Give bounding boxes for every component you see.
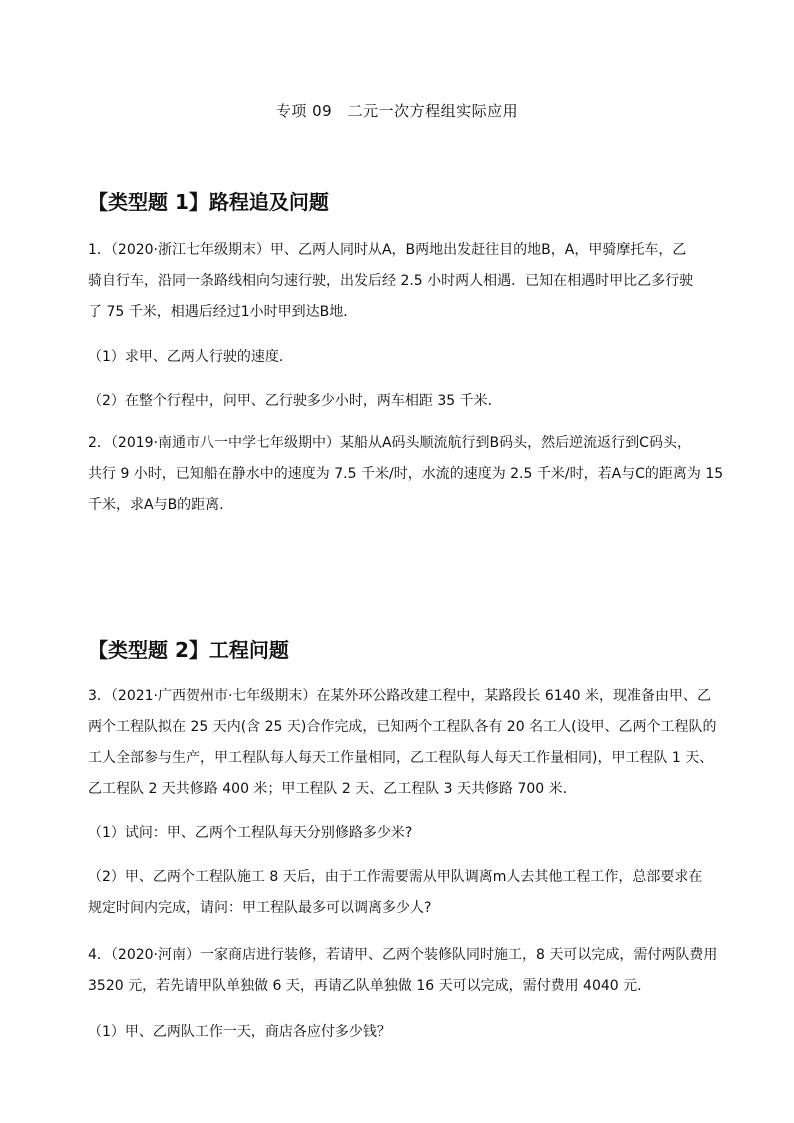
problem-3-line-2: 两个工程队拟在 25 天内(含 25 天)合作完成，已知两个工程队各有 20 名工人(设甲、乙两个工程队的: [88, 719, 717, 735]
problem-1-part-2-text: （2）在整个行程中，问甲、乙行驶多少小时，两车相距 35 千米．: [88, 393, 502, 409]
problem-2: [88, 428, 724, 521]
problem-3-line-3: 工人全部参与生产，甲工程队每人每天工作量相同，乙工程队每人每天工作量相同)，甲工程队 1 天、: [88, 750, 714, 766]
problem-1-line-2: 骑自行车，沿同一条路线相向匀速行驶，出发后经 2.5 小时两人相遇．已知在相遇时甲比乙多行驶: [88, 273, 694, 289]
problem-4-part-1: [88, 1017, 710, 1048]
problem-4-line-1: 4．（2020·河南）一家商店进行装修，若请甲、乙两个装修队同时施工，8 天可以完成，需付两队费用: [88, 947, 718, 963]
problem-3-part-2: [88, 862, 710, 924]
problem-3: [88, 681, 717, 805]
problem-3-part-2-line-2: 规定时间内完成，请问：甲工程队最多可以调离多少人?: [88, 900, 432, 916]
problem-2-line-3: 千米，求A与B的距离.: [88, 497, 224, 513]
problem-3-part-1-text: （1）试问：甲、乙两个工程队每天分别修路多少米?: [88, 825, 413, 841]
problem-3-line-4: 乙工程队 2 天共修路 400 米；甲工程队 2 天、乙工程队 3 天共修路 700 米．: [88, 781, 577, 797]
section-heading-2: 【类型题 2】工程问题: [88, 638, 289, 662]
problem-4: [88, 940, 718, 1002]
section-heading-1: 【类型题 1】路程追及问题: [88, 190, 329, 214]
problem-1-part-1: [88, 342, 710, 373]
problem-1-part-2: [88, 386, 710, 417]
problem-2-line-1: 2．（2019·南通市八一中学七年级期中）某船从A码头顺流航行到B码头，然后逆流返行到C码头，: [88, 435, 691, 451]
problem-1-line-1: 1．（2020·浙江七年级期末）甲、乙两人同时从A，B两地出发赶往目的地B，A，甲骑摩托车，乙: [88, 242, 687, 258]
problem-1-part-1-text: （1）求甲、乙两人行驶的速度．: [88, 349, 293, 365]
problem-4-part-1-text: （1）甲、乙两队工作一天，商店各应付多少钱？: [88, 1024, 391, 1040]
doc-title: 专项 09 二元一次方程组实际应用: [275, 102, 519, 120]
problem-2-line-2: 共行 9 小时，已知船在静水中的速度为 7.5 千米/时，水流的速度为 2.5 千米/时，若A与C的距离为 15: [88, 466, 724, 482]
problem-1-line-3: 了 75 千米，相遇后经过1小时甲到达B地．: [88, 304, 358, 320]
problem-3-part-1: [88, 818, 710, 849]
problem-4-line-2: 3520 元，若先请甲队单独做 6 天，再请乙队单独做 16 天可以完成，需付费用 4040 元．: [88, 978, 652, 994]
problem-3-part-2-line-1: （2）甲、乙两个工程队施工 8 天后，由于工作需要需从甲队调离m人去其他工程工作，总部要求在: [88, 869, 703, 885]
problem-1: [88, 235, 710, 328]
problem-3-line-1: 3．（2021·广西贺州市·七年级期末）在某外环公路改建工程中，某路段长 6140 米，现准备由甲、乙: [88, 688, 711, 704]
